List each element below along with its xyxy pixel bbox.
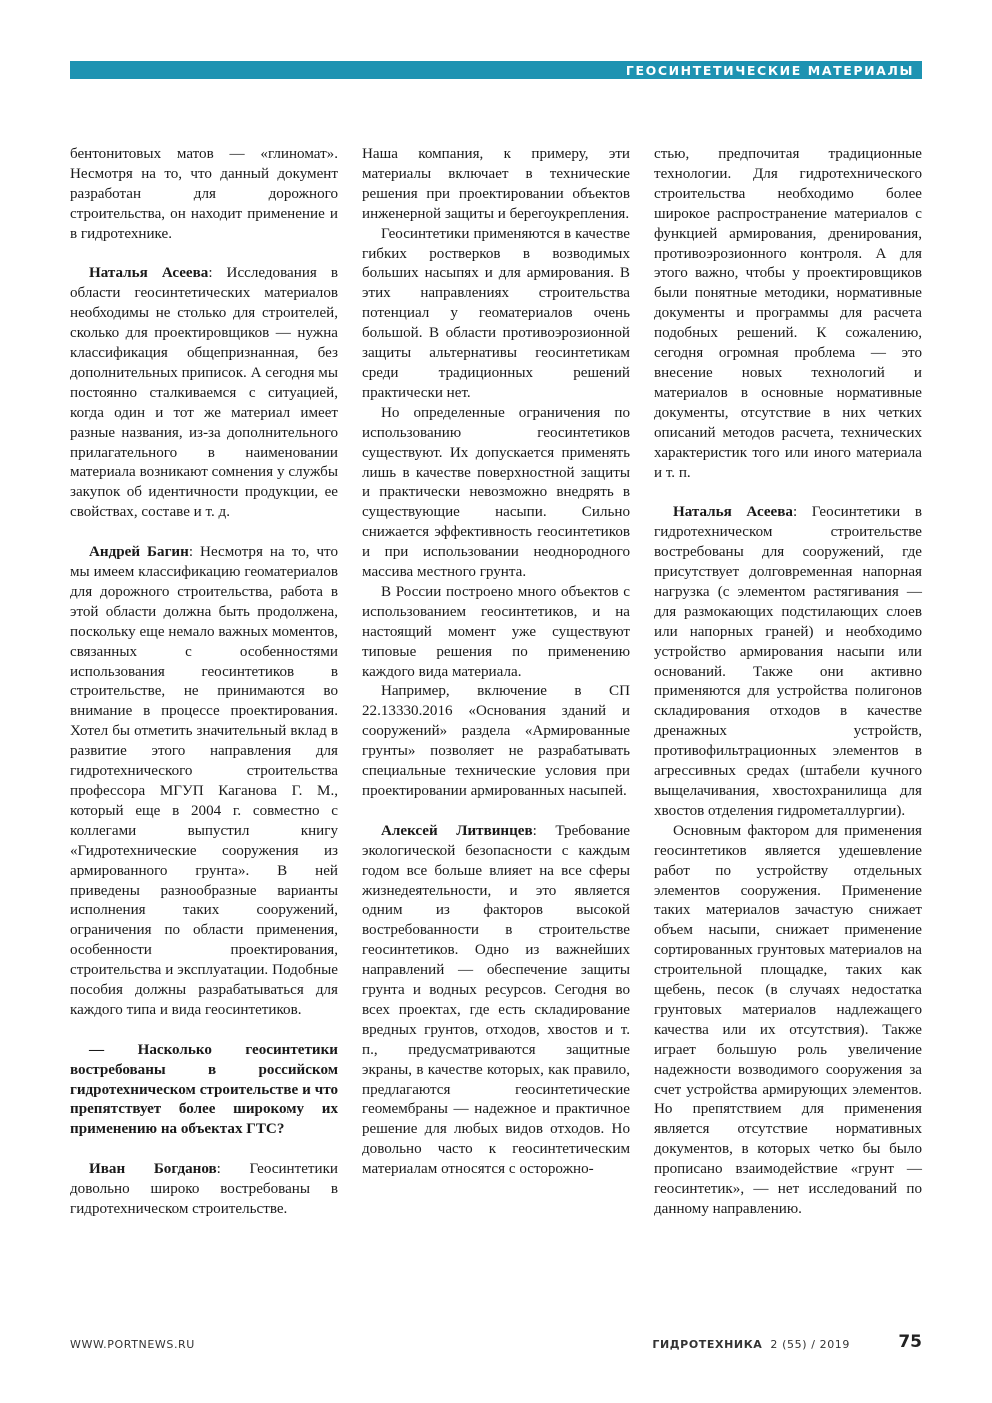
paragraph: Наталья Асеева: Геосинтетики в гидротехническом строительстве востребованы для сооружений, где присутствует долговременная напорная нагрузка (с элементом растягивания — для размокающих подстилающих слоев или напорных граней) и необходимо устройство армирования насыпи или оснований. Также они активно применяются для устройства полигонов складирования отходов в качестве дренажных устройств, противофильтрационных элементов в агрессивных средах (штабели кучного выщелачивания, хвостохранилища для хвостов отделения гидрометаллургии). — [654, 504, 922, 819]
speaker-name: Алексей Литвинцев — [381, 822, 533, 839]
paragraph: Иван Богданов: Геосинтетики довольно широко востребованы в гидротехническом строительстве. — [70, 1161, 338, 1217]
footer-journal — [652, 1338, 850, 1351]
paragraph: Например, включение в СП 22.13330.2016 «Основания зданий и сооружений» раздела «Армированные грунты» позволяет не разрабатывать специальные технические условия при проектировании армированных насыпей. — [362, 683, 630, 799]
text-column-3 — [654, 145, 922, 1220]
text-column-1 — [70, 145, 338, 1220]
text-column-2 — [362, 145, 630, 1180]
footer-website: WWW.PORTNEWS.RU — [70, 1338, 195, 1351]
speaker-name: Андрей Багин — [89, 544, 189, 561]
paragraph: Алексей Литвинцев: Требование экологической безопасности с каждым годом все больше влияет на все сферы жизнедеятельности, и это является одним из факторов высокой востребованности в строительстве геосинтетиков. Одно из важнейших направлений — обеспечение защиты грунта и водных ресурсов. Сегодня во всех проектах, где есть складирование вредных грунтов, отходов, хвостов и т. п., предусматриваются защитные экраны, в качестве которых, как правило, предлагаются геосинтетические геомембраны — надежное и практичное решение для любых видов отходов. Но довольно часто к геосинтетическим материалам относятся с осторожно- — [362, 822, 630, 1178]
page-number: 75 — [898, 1332, 922, 1352]
speaker-name: Наталья Асеева — [89, 265, 209, 282]
paragraph: Геосинтетики применяются в качестве гибких ростверков в возводимых больших насыпях и для армирования. В этих направлениях строительства потенциал у геоматериалов очень большой. В области противоэрозионной защиты альтернативы геосинтетикам среди традиционных решений практически нет. — [362, 225, 630, 401]
speaker-name: Иван Богданов — [89, 1161, 217, 1178]
journal-title: ГИДРОТЕХНИКА — [652, 1338, 763, 1351]
paragraph: стью, предпочитая традиционные технологии. Для гидротехнического строительства необходимо более широкое распространение материалов с функцией армирования, дренирования, противоэрозионного контроля. А для этого важно, чтобы у проектировщиков были понятные методики, нормативные документы и программы для расчета подобных решений. К сожалению, сегодня огромная проблема — это внесение новых технологий и материалов в основные нормативные документы, отсутствие в них четких описаний методов расчета, технических характеристик того или иного материала и т. п. — [654, 146, 922, 481]
paragraph: Наталья Асеева: Исследования в области геосинтетических материалов необходимы не столько для строителей, сколько для проектировщиков — нужна классификация общепризнанная, без дополнительных приписок. А сегодня мы постоянно сталкиваемся с ситуацией, когда один и тот же материал имеет разные названия, из-за дополнительного прилагательного в наименовании материала возникают сомнения у службы закупок об идентичности продукции, ее свойствах, составе и т. д. — [70, 265, 338, 521]
journal-issue: 2 (55) / 2019 — [770, 1338, 850, 1351]
interview-question: — Насколько геосинтетики востребованы в российском гидротехническом строительстве и что препятствует более широкому их применению на объектах ГТС? — [70, 1041, 338, 1138]
paragraph: Но определенные ограничения по использованию геосинтетиков существуют. Их допускается применять лишь в качестве поверхностной защиты и практически невозможно внедрять в существующие насыпи. Сильно снижается эффективность геосинтетиков и при использовании неоднородного массива местного грунта. — [362, 404, 630, 581]
speaker-name: Наталья Асеева — [673, 504, 793, 521]
section-title: ГЕОСИНТЕТИЧЕСКИЕ МАТЕРИАЛЫ — [625, 63, 914, 78]
paragraph: Основным фактором для применения геосинтетиков является удешевление работ по устройству отдельных элементов сооружения. Применение таких материалов зачастую снижает объем насыпи, снижает применение сортированных грунтовых материалов на строительной площадке, таких как щебень, песок (в случаях недостатка грунтовых материалов надлежащего качества или их отсутствия). Также играет большую роль увеличение надежности возводимого сооружения за счет устройства армирующих элементов. Но препятствием для применения является отсутствие нормативных документов, в которых четко бы было прописано взаимодействие «грунт — геосинтетик», — нет исследований по данному направлению. — [654, 822, 922, 1218]
paragraph: бентонитовых матов — «глиномат». Несмотря на то, что данный документ разработан для дорожного строительства, он находит применение и в гидротехнике. — [70, 146, 338, 242]
paragraph: Андрей Багин: Несмотря на то, что мы имеем классификацию геоматериалов для дорожного строительства, работа в этой области должна быть продолжена, поскольку еще немало важных моментов, связанных с особенностями использования геосинтетиков в строительстве, не принимаются во внимание в процессе проектирования. Хотел бы отметить значительный вклад в развитие этого направления для гидротехнического строительства профессора МГУП Каганова Г. М., который еще в 2004 г. совместно с коллегами выпустил книгу «Гидротехнические сооружения из армированного грунта». В ней приведены разнообразные варианты исполнения таких сооружений, ограничения по области применения, особенности проектирования, строительства и эксплуатации. Подобные пособия должны разрабатываться для каждого типа и вида геосинтетиков. — [70, 544, 338, 1018]
paragraph: В России построено много объектов с использованием геосинтетиков, и на настоящий момент уже существуют типовые решения по применению каждого вида материала. — [362, 583, 630, 680]
section-header-bar — [70, 61, 922, 79]
paragraph: Наша компания, к примеру, эти материалы включает в технические решения при проектировании объектов инженерной защиты и берегоукрепления. — [362, 146, 630, 222]
